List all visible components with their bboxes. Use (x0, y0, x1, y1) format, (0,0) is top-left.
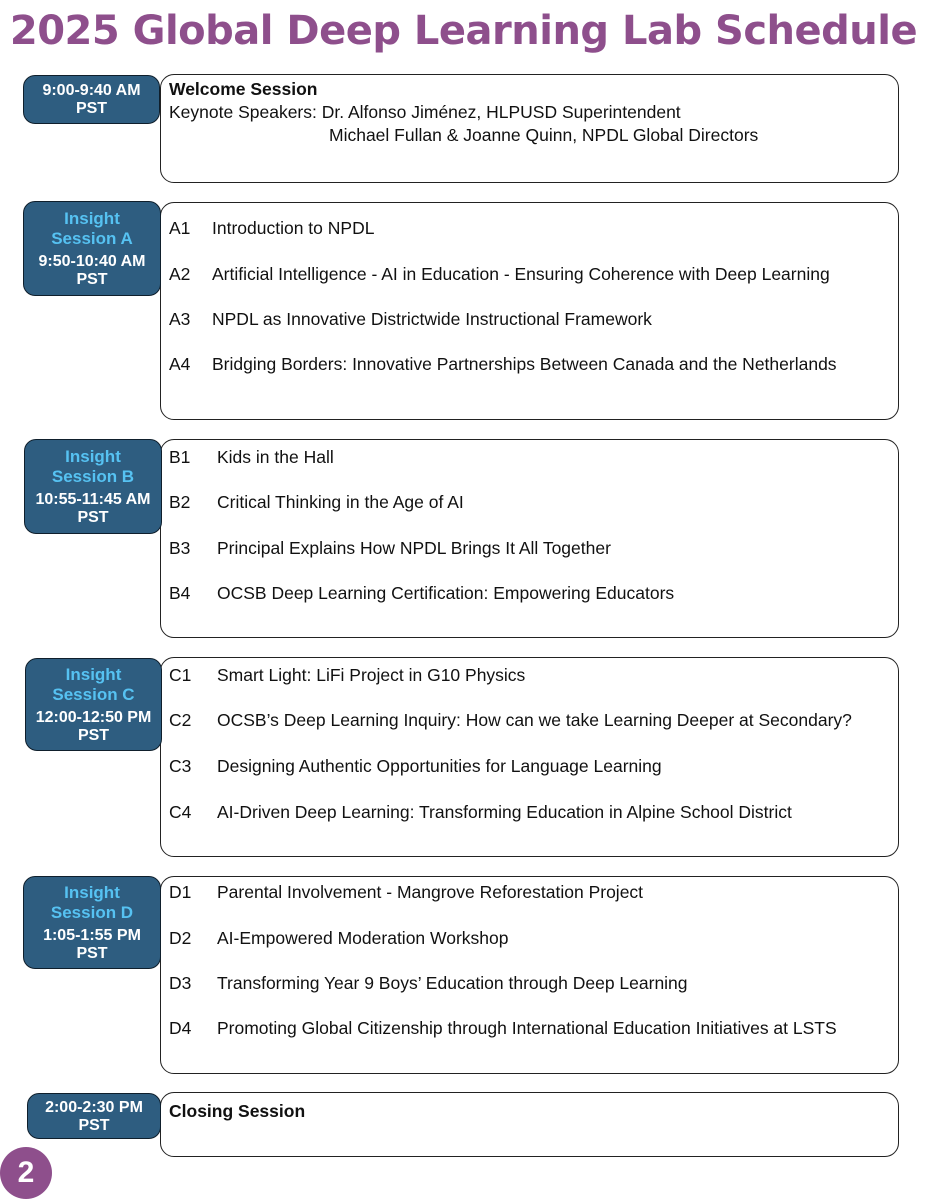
session-title: NPDL as Innovative Districtwide Instructional Framework (212, 309, 652, 329)
session-code: B3 (169, 538, 191, 558)
session-d-label-1: Insight (64, 882, 120, 902)
session-title: AI-Driven Deep Learning: Transforming Education in Alpine School District (217, 802, 792, 822)
list-item (169, 928, 508, 949)
session-code: B2 (169, 492, 191, 512)
closing-timezone: PST (78, 1116, 110, 1134)
session-title: Promoting Global Citizenship through International Education Initiatives at LSTS (217, 1018, 837, 1038)
session-d-label-2: Session D (50, 902, 134, 922)
session-b-label-1: Insight (65, 446, 121, 466)
list-item (169, 218, 374, 239)
session-code: D2 (169, 928, 192, 948)
list-item (169, 492, 464, 513)
session-code: D3 (169, 973, 192, 993)
session-code: A1 (169, 218, 191, 238)
session-b-label-2: Session B (51, 466, 135, 486)
session-code: C2 (169, 710, 192, 730)
session-c-label-2: Session C (52, 684, 135, 704)
session-b-tag (24, 439, 162, 534)
session-title: Kids in the Hall (217, 447, 334, 467)
session-code: D1 (169, 882, 192, 902)
session-a-label-2: Session A (51, 228, 133, 248)
list-item (169, 309, 652, 330)
session-title: OCSB’s Deep Learning Inquiry: How can we take Learning Deeper at Secondary? (217, 710, 852, 730)
list-item (169, 264, 830, 285)
session-a-label-1: Insight (64, 208, 120, 228)
session-title: Bridging Borders: Innovative Partnerships Between Canada and the Netherlands (212, 354, 837, 374)
session-title: Parental Involvement - Mangrove Reforestation Project (217, 882, 644, 902)
session-a-tag (23, 201, 161, 296)
session-d-box (160, 876, 899, 1074)
session-title: Introduction to NPDL (212, 218, 375, 238)
welcome-keynote-line-2: Michael Fullan & Joanne Quinn, NPDL Global Directors (329, 125, 759, 145)
session-a-timezone: PST (76, 270, 108, 288)
session-c-timezone: PST (77, 726, 110, 744)
session-b-box (160, 439, 899, 638)
list-item (169, 665, 525, 686)
list-item (169, 756, 662, 777)
session-c-box (160, 657, 899, 857)
session-code: B4 (169, 583, 191, 603)
page-title: 2025 Global Deep Learning Lab Schedule (9, 8, 918, 54)
session-code: C1 (169, 665, 192, 685)
list-item (169, 583, 674, 604)
list-item (169, 973, 688, 994)
list-item (169, 538, 611, 559)
list-item (169, 1018, 837, 1039)
session-title: Transforming Year 9 Boys’ Education through Deep Learning (217, 973, 688, 993)
welcome-keynote-line-1: Keynote Speakers: Dr. Alfonso Jiménez, HLPUSD Superintendent (169, 102, 681, 122)
welcome-time: 9:00-9:40 AM (42, 82, 141, 99)
session-title: Designing Authentic Opportunities for Language Learning (217, 756, 662, 776)
session-c-tag (25, 658, 162, 751)
session-title: Critical Thinking in the Age of AI (217, 492, 464, 512)
welcome-heading: Welcome Session (169, 79, 318, 99)
session-b-timezone: PST (77, 508, 109, 526)
session-d-tag (23, 876, 161, 969)
welcome-session-box (160, 74, 899, 183)
session-title: AI-Empowered Moderation Workshop (217, 928, 509, 948)
session-code: C4 (169, 802, 192, 822)
session-a-time: 9:50-10:40 AM (38, 252, 146, 270)
closing-session-box (160, 1092, 899, 1157)
session-b-time: 10:55-11:45 AM (35, 490, 151, 508)
session-d-timezone: PST (76, 944, 108, 962)
session-code: A2 (169, 264, 191, 284)
session-c-time: 12:00-12:50 PM (35, 708, 152, 726)
session-title: OCSB Deep Learning Certification: Empowering Educators (217, 583, 675, 603)
page-number: 2 (0, 1147, 52, 1199)
welcome-timezone: PST (75, 100, 108, 117)
session-c-label-1: Insight (65, 664, 122, 684)
session-code: A4 (169, 354, 191, 374)
session-code: B1 (169, 447, 191, 467)
session-code: C3 (169, 756, 192, 776)
session-title: Principal Explains How NPDL Brings It All Together (217, 538, 611, 558)
session-a-box (160, 202, 899, 420)
session-title: Smart Light: LiFi Project in G10 Physics (217, 665, 526, 685)
list-item (169, 710, 852, 731)
welcome-time-tag (23, 75, 160, 124)
list-item (169, 882, 643, 903)
session-d-time: 1:05-1:55 PM (43, 926, 141, 944)
session-code: A3 (169, 309, 191, 329)
session-code: D4 (169, 1018, 192, 1038)
session-title: Artificial Intelligence - AI in Education - Ensuring Coherence with Deep Learning (212, 264, 830, 284)
closing-time-tag (27, 1093, 161, 1139)
list-item (169, 354, 837, 375)
closing-heading: Closing Session (169, 1101, 306, 1121)
closing-time: 2:00-2:30 PM (45, 1098, 143, 1116)
list-item (169, 802, 792, 823)
list-item (169, 447, 334, 468)
